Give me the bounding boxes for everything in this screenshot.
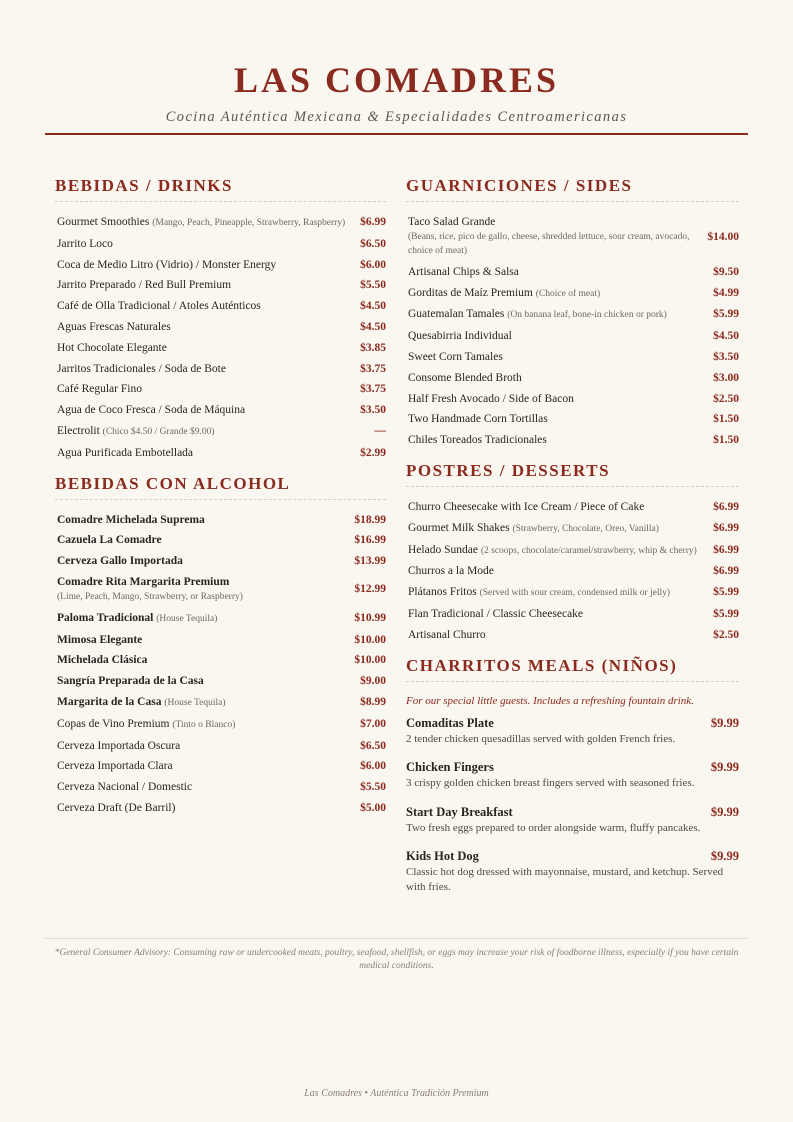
item-note: (Lime, Peach, Mango, Strawberry, or Raspberry)	[57, 591, 243, 602]
menu-item	[408, 585, 739, 600]
item-price: $3.00	[713, 371, 739, 384]
menu-item	[408, 392, 739, 406]
consumer-advisory: *General Consumer Advisory: Consuming raw or undercooked meats, poultry, seafood, shellfish, or eggs may increase your risk of foodborne illness, especially if you have certain medical conditions.	[54, 948, 739, 971]
menu-item	[57, 695, 386, 710]
meal-price: $9.99	[710, 715, 739, 730]
restaurant-title: LAS COMADRES	[233, 60, 560, 100]
item-price: $2.50	[713, 392, 739, 405]
kids-meals	[406, 715, 739, 895]
menu-item	[57, 215, 386, 230]
item-note: (House Tequila)	[164, 697, 226, 708]
item-name: Agua de Coco Fresca / Soda de Máquina	[57, 404, 246, 417]
item-note: (2 scoops, chocolate/caramel/strawberry, whip & cherry)	[480, 545, 697, 556]
meal-price: $9.99	[710, 849, 739, 864]
item-name: Cerveza Nacional / Domestic	[57, 781, 193, 794]
item-price: $6.99	[713, 565, 739, 578]
item-price: $10.00	[354, 633, 386, 646]
item-note: (Strawberry, Chocolate, Oreo, Vanilla)	[512, 523, 659, 534]
item-name: Café de Olla Tradicional / Atoles Auténticos	[57, 300, 261, 313]
menu-item	[408, 371, 739, 385]
item-name: Churro Cheesecake with Ice Cream / Piece of Cake	[408, 500, 645, 513]
item-note: (Served with sour cream, condensed milk or jelly)	[479, 588, 671, 599]
sides-title: GUARNICIONES / SIDES	[406, 175, 739, 202]
alcohol-list	[55, 513, 386, 815]
kids-section	[406, 655, 739, 895]
item-name: Cazuela La Comadre	[57, 534, 162, 547]
menu-item	[57, 554, 386, 568]
item-price: $10.99	[354, 611, 386, 624]
item-note: (On banana leaf, bone-in chicken or pork)	[507, 310, 667, 321]
item-name: Quesabirria Individual	[408, 330, 512, 343]
item-price: $5.00	[360, 801, 386, 814]
sides-section	[406, 175, 739, 447]
item-price: —	[374, 424, 386, 437]
menu-item	[57, 403, 386, 417]
item-price: $18.99	[354, 513, 386, 526]
item-name: Flan Tradicional / Classic Cheesecake	[408, 607, 584, 620]
right-column	[406, 175, 739, 907]
item-name: Cerveza Gallo Importada	[57, 555, 183, 568]
kids-meal	[406, 759, 739, 791]
menu-item	[57, 446, 386, 460]
item-name: Electrolit	[57, 424, 100, 437]
item-name: Half Fresh Avocado / Side of Bacon	[408, 392, 574, 405]
menu-item	[57, 633, 386, 647]
item-price: $5.99	[713, 607, 739, 620]
item-name: Jarritos Tradicionales / Soda de Bote	[57, 362, 226, 375]
item-price: $6.50	[360, 739, 386, 752]
menu-item	[57, 717, 386, 732]
item-note: (Chico $4.50 / Grande $9.00)	[102, 426, 215, 437]
kids-title: CHARRITOS MEALS (NIÑOS)	[406, 655, 739, 682]
footer-divider	[45, 938, 748, 939]
item-name: Comadre Michelada Suprema	[57, 513, 205, 526]
item-price: $12.99	[354, 583, 386, 596]
menu-item	[408, 265, 739, 279]
left-column	[55, 175, 386, 822]
item-price: $4.50	[360, 320, 386, 333]
menu-item	[57, 801, 386, 815]
menu-item	[408, 500, 739, 514]
item-note: (House Tequila)	[156, 613, 218, 624]
item-name: Helado Sundae	[408, 543, 478, 556]
alcohol-section	[55, 473, 386, 815]
drinks-title: BEBIDAS / DRINKS	[55, 175, 386, 202]
drinks-section	[55, 175, 386, 460]
item-name: Taco Salad Grande	[408, 216, 496, 228]
item-name: Café Regular Fino	[57, 383, 142, 396]
restaurant-subtitle: Cocina Auténtica Mexicana & Especialidades Centroamericanas	[165, 109, 628, 125]
item-price: $2.50	[713, 628, 739, 641]
menu-item	[408, 215, 739, 258]
item-price: $10.00	[354, 654, 386, 667]
desserts-list	[406, 500, 739, 642]
item-name: Guatemalan Tamales	[408, 308, 505, 321]
item-name: Comadre Rita Margarita Premium	[57, 575, 230, 588]
menu-item	[57, 780, 386, 794]
item-name: Mimosa Elegante	[57, 633, 143, 646]
menu-item	[408, 350, 739, 364]
item-name: Cerveza Importada Clara	[57, 760, 173, 773]
item-name: Coca de Medio Litro (Vidrio) / Monster Energy	[57, 258, 277, 271]
item-name: Gourmet Smoothies	[57, 216, 150, 228]
footer-tagline: Las Comadres • Auténtica Tradición Premium	[304, 1088, 489, 1099]
item-name: Consome Blended Broth	[408, 371, 522, 384]
item-price: $4.99	[713, 286, 739, 299]
meal-description: Two fresh eggs prepared to order alongside warm, fluffy pancakes.	[406, 821, 701, 834]
menu-item	[408, 521, 739, 536]
item-price: $5.99	[713, 308, 739, 321]
meal-price: $9.99	[710, 804, 739, 819]
item-price: $16.99	[354, 534, 386, 547]
menu-item	[57, 341, 386, 355]
item-price: $3.85	[360, 341, 386, 354]
item-price: $9.50	[713, 265, 739, 278]
item-price: $4.50	[360, 300, 386, 313]
item-name: Jarrito Loco	[57, 237, 113, 250]
menu-item	[57, 299, 386, 313]
item-name: Hot Chocolate Elegante	[57, 341, 167, 354]
item-price: $6.00	[360, 760, 386, 773]
menu-item	[57, 533, 386, 547]
menu-item	[57, 575, 386, 604]
item-price: $5.50	[360, 279, 386, 292]
meal-price: $9.99	[710, 760, 739, 775]
menu-item	[57, 513, 386, 527]
menu-item	[57, 653, 386, 667]
menu-item	[408, 564, 739, 578]
item-name: Chiles Toreados Tradicionales	[408, 434, 547, 447]
item-name: Sweet Corn Tamales	[408, 350, 503, 363]
meal-name: Chicken Fingers	[406, 760, 494, 775]
item-name: Plátanos Fritos	[408, 586, 477, 599]
menu-item	[57, 362, 386, 376]
item-name: Gourmet Milk Shakes	[408, 521, 510, 534]
header-divider	[45, 133, 748, 135]
item-price: $4.50	[713, 330, 739, 343]
menu-header	[0, 0, 793, 126]
item-price: $9.00	[360, 675, 386, 688]
item-note: (Beans, rice, pico de gallo, cheese, shredded lettuce, sour cream, avocado, choice of meat)	[408, 232, 690, 256]
item-price: $14.00	[707, 230, 739, 243]
alcohol-title: BEBIDAS CON ALCOHOL	[55, 473, 386, 500]
meal-description: 2 tender chicken quesadillas served with golden French fries.	[406, 732, 676, 745]
item-price: $3.50	[360, 404, 386, 417]
item-price: $1.50	[713, 413, 739, 426]
menu-item	[408, 307, 739, 322]
item-price: $5.50	[360, 781, 386, 794]
meal-description: 3 crispy golden chicken breast fingers served with seasoned fries.	[406, 777, 695, 790]
item-price: $6.99	[360, 216, 386, 228]
meal-name: Comaditas Plate	[406, 715, 494, 730]
sides-list	[406, 215, 739, 447]
item-name: Gorditas de Maíz Premium	[408, 286, 533, 299]
item-price: $2.99	[360, 446, 386, 459]
menu-item	[408, 607, 739, 621]
menu-item	[57, 611, 386, 626]
meal-name: Start Day Breakfast	[406, 804, 513, 819]
menu-item	[57, 424, 386, 439]
item-name: Margarita de la Casa	[57, 695, 162, 708]
item-name: Aguas Frescas Naturales	[57, 320, 171, 333]
item-note: (Tinto o Blanco)	[172, 719, 236, 730]
kids-meal	[406, 848, 739, 894]
item-price: $6.00	[360, 258, 386, 271]
menu-item	[57, 278, 386, 292]
item-name: Jarrito Preparado / Red Bull Premium	[57, 279, 232, 292]
item-price: $6.99	[713, 500, 739, 513]
menu-item	[57, 739, 386, 753]
menu-item	[57, 674, 386, 688]
item-price: $6.99	[713, 521, 739, 534]
kids-intro: For our special little guests. Includes a refreshing fountain drink.	[406, 694, 694, 707]
item-price: $3.75	[360, 362, 386, 375]
item-name: Cerveza Importada Oscura	[57, 739, 181, 752]
drinks-list	[55, 215, 386, 460]
item-price: $7.00	[360, 717, 386, 730]
menu-item	[57, 759, 386, 773]
item-note: (Choice of meat)	[535, 288, 601, 299]
item-price: $6.99	[713, 543, 739, 556]
meal-description: Classic hot dog dressed with mayonnaise, mustard, and ketchup. Served with fries.	[406, 866, 724, 893]
menu-item	[57, 237, 386, 251]
item-name: Artisanal Chips & Salsa	[408, 265, 519, 278]
desserts-section	[406, 460, 739, 642]
item-name: Churros a la Mode	[408, 565, 494, 578]
item-name: Michelada Clásica	[57, 654, 148, 667]
item-name: Paloma Tradicional	[57, 611, 154, 624]
item-price: $1.50	[713, 434, 739, 447]
item-name: Two Handmade Corn Tortillas	[408, 413, 548, 426]
desserts-title: POSTRES / DESSERTS	[406, 460, 739, 487]
menu-item	[57, 320, 386, 334]
meal-name: Kids Hot Dog	[406, 849, 479, 864]
item-price: $13.99	[354, 555, 386, 568]
item-note: (Mango, Peach, Pineapple, Strawberry, Raspberry)	[152, 218, 346, 228]
menu-item	[57, 258, 386, 272]
item-price: $6.50	[360, 237, 386, 250]
item-name: Artisanal Churro	[408, 628, 486, 641]
menu-item	[408, 286, 739, 301]
item-name: Cerveza Draft (De Barril)	[57, 801, 176, 814]
item-price: $3.75	[360, 383, 386, 396]
item-price: $3.50	[713, 350, 739, 363]
menu-item	[408, 628, 739, 642]
item-name: Sangría Preparada de la Casa	[57, 675, 204, 688]
item-name: Copas de Vino Premium	[57, 717, 170, 730]
item-name: Agua Purificada Embotellada	[57, 446, 194, 459]
kids-meal	[406, 715, 739, 747]
item-price: $8.99	[360, 695, 386, 708]
kids-meal	[406, 804, 739, 836]
item-price: $5.99	[713, 586, 739, 599]
menu-item	[57, 382, 386, 396]
menu-item	[408, 329, 739, 343]
menu-item	[408, 412, 739, 426]
menu-item	[408, 433, 739, 447]
menu-item	[408, 543, 739, 558]
